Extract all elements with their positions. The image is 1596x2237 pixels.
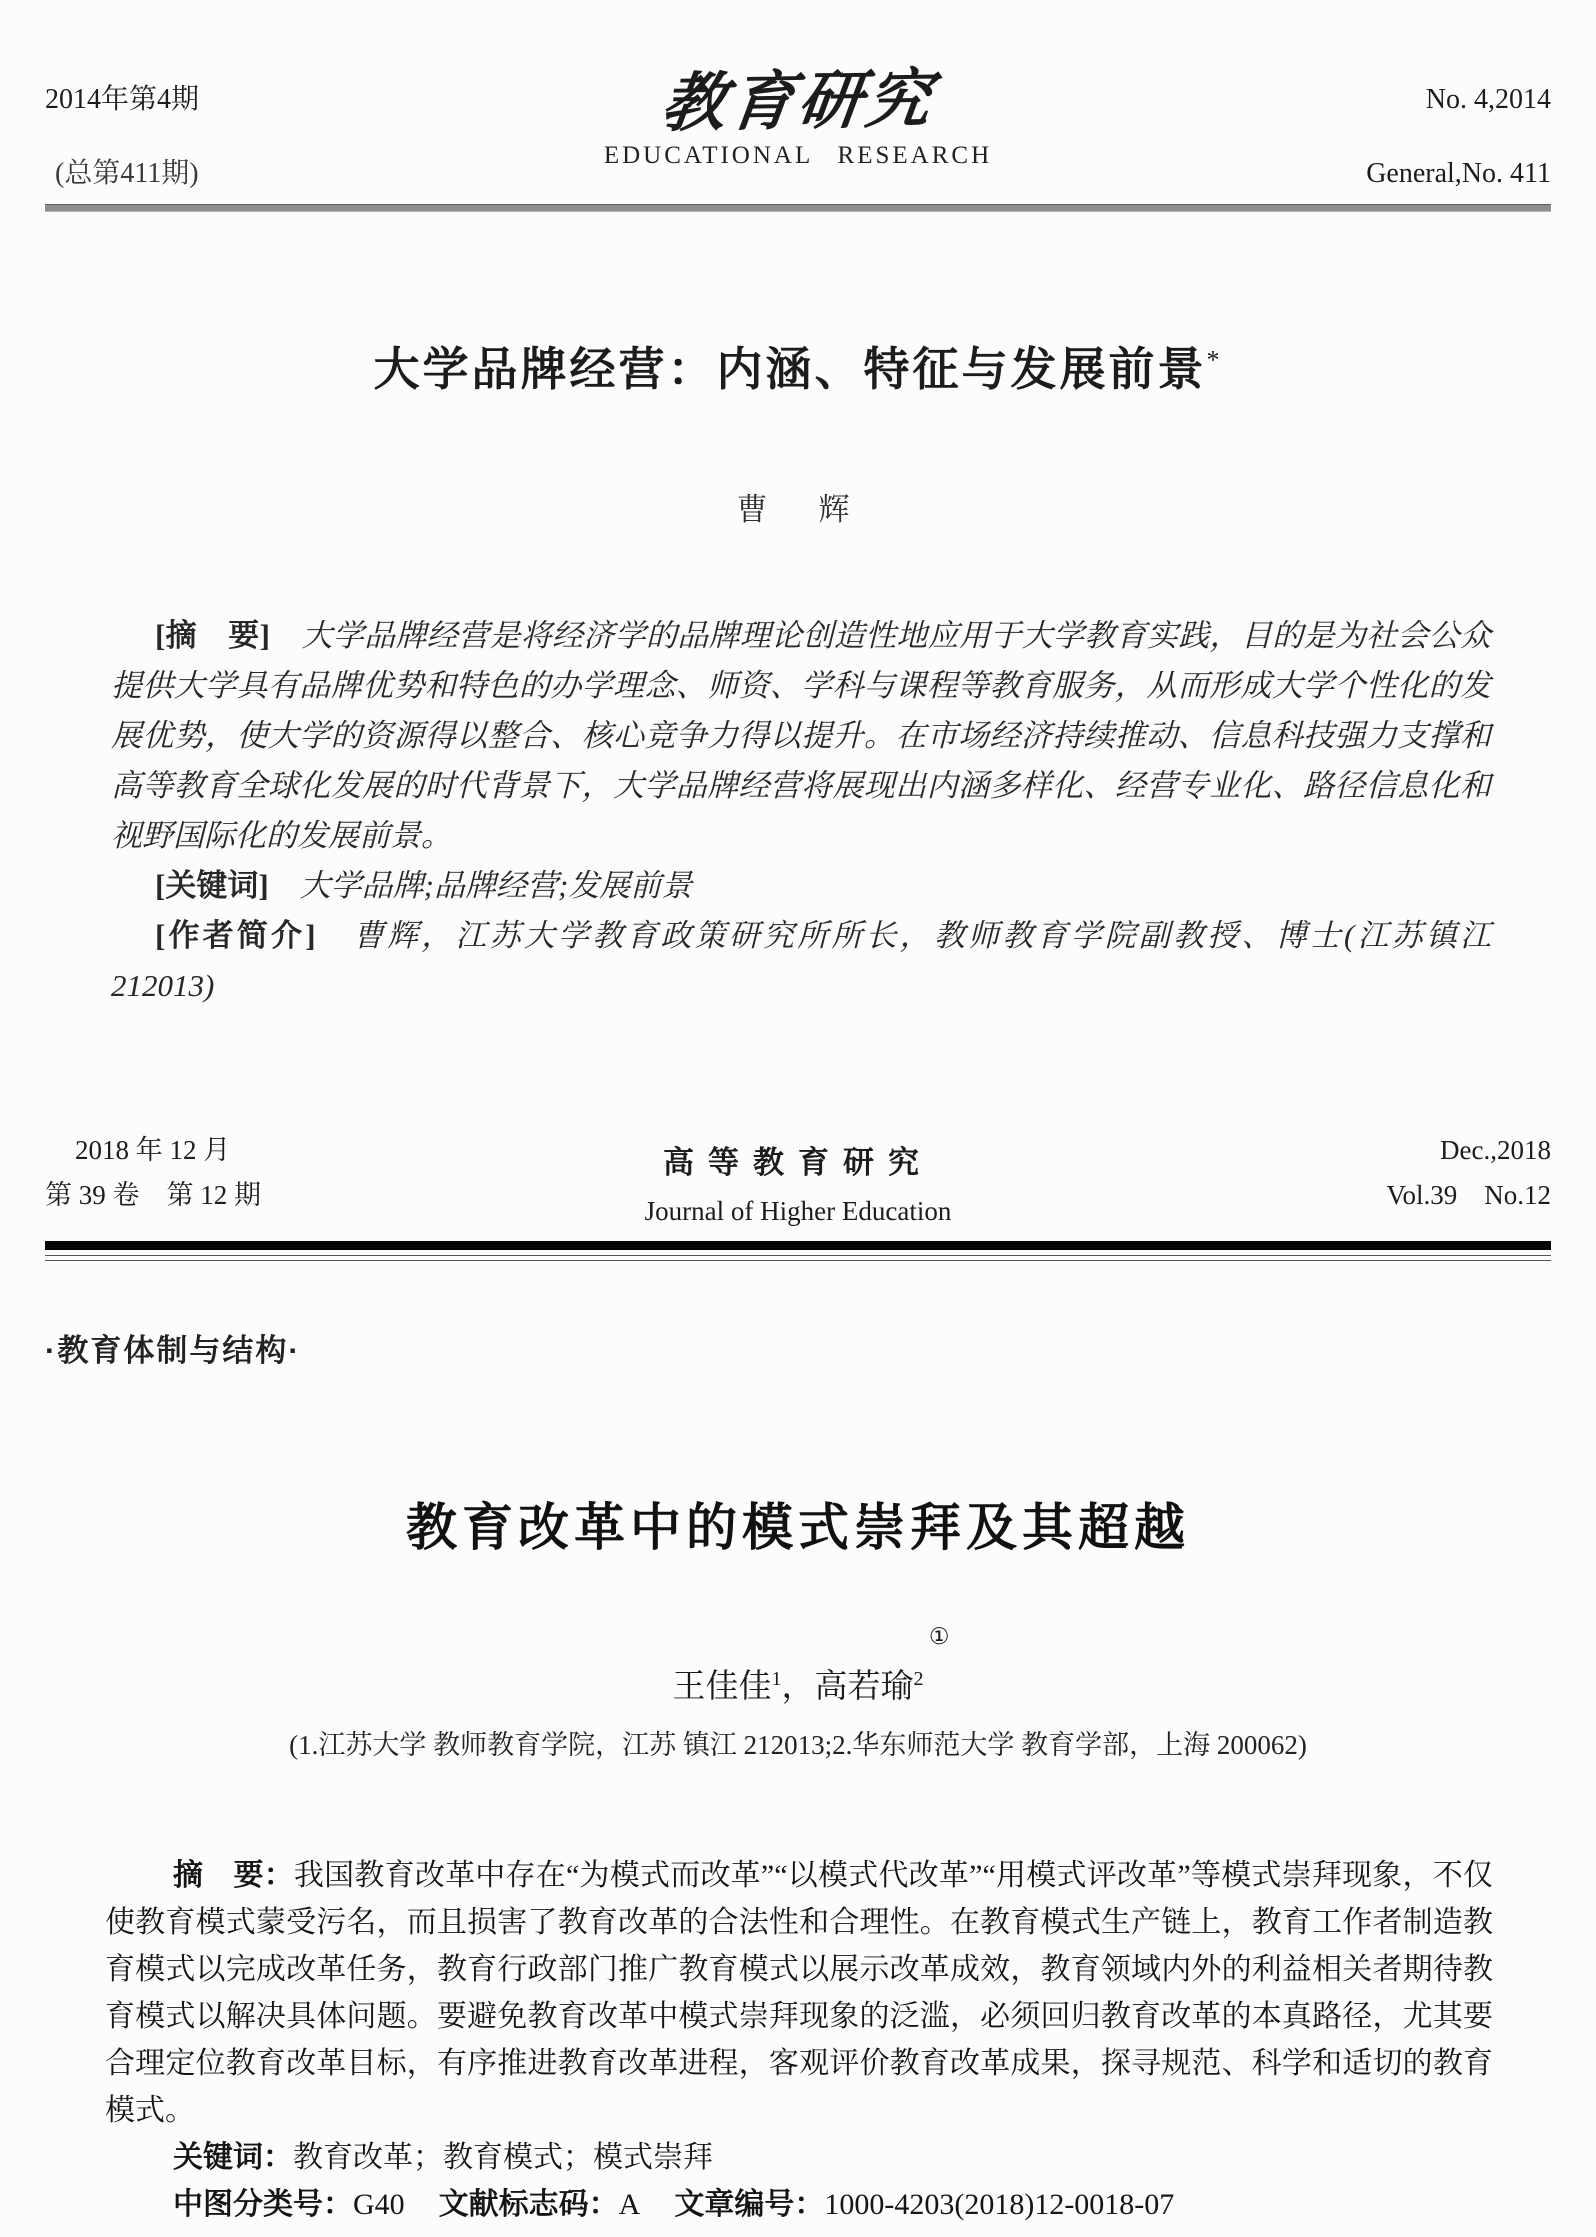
journal2-date-cn: 2018 年 12 月 — [75, 1134, 231, 1165]
article2-article-id-value: 1000-4203(2018)12-0018-07 — [824, 2187, 1175, 2221]
article2-keywords-text: 教育改革；教育模式；模式崇拜 — [293, 2140, 713, 2174]
article1-title-text: 大学品牌经营：内涵、特征与发展前景 — [373, 344, 1207, 395]
article2-keywords — [105, 2134, 1493, 2181]
article2-abstract-label: 摘 要： — [173, 1858, 294, 1892]
article2-authors — [672, 1623, 950, 1707]
article1-bio-text: 曹辉，江苏大学教育政策研究所所长，教师教育学院副教授、博士(江苏镇江 212013) — [111, 917, 1522, 1003]
article1-keywords-text: 大学品牌;品牌经营;发展前景 — [268, 867, 693, 903]
article2-keywords-label: 关键词： — [173, 2140, 293, 2174]
article2-author-separator: ， — [781, 1666, 815, 1704]
article2-abstract-text: 我国教育改革中存在“为模式而改革”“以模式代改革”“用模式评改革”等模式崇拜现象，不仅使教育模式蒙受污名，而且损害了教育改革的合法性和合理性。在教育模式生产链上，教育工作者制造教育模式以完成改革任务，教育行政部门推广教育模式以展示改革成效，教育领域内外的利益相关者期待教育模式以解决具体问题。要避免教育改革中模式崇拜现象的泛滥，必须回归教育改革的本真路径，尤其要合理定位教育改革目标，有序推进教育改革进程，客观评价教育改革成果，探寻规范、科学和适切的教育模式。 — [105, 1858, 1493, 2127]
article1-bio-label: [作者简介] — [155, 917, 316, 953]
journal2-issue-cn: 第 39 卷 第 12 期 — [45, 1179, 261, 1210]
article2-author2-sup: 2 — [913, 1667, 924, 1690]
article2-front-matter — [105, 1852, 1493, 2228]
article2-affiliation: (1.江苏大学 教师教育学院，江苏 镇江 212013;2.华东师范大学 教育学部，上海 200062) — [289, 1729, 1307, 1760]
article2-article-id-label: 文章编号： — [674, 2187, 825, 2221]
article1-footnote-asterisk: * — [1206, 345, 1223, 375]
journal2-logo-block — [375, 1137, 1221, 1227]
journal2-title-en: Journal of Higher Education — [644, 1195, 952, 1226]
journal2-thin-double-rule — [45, 1255, 1551, 1261]
journal1-masthead — [45, 61, 1551, 189]
journal1-issue: 2014年第4期 — [45, 84, 200, 115]
article2-authors-row — [45, 1623, 1551, 1707]
article1-abstract-label: [摘 要] — [155, 617, 270, 653]
journal1-general-no: General,No. 411 — [1366, 158, 1551, 189]
article2-author1-sup: 1 — [771, 1667, 782, 1690]
article1-title — [45, 340, 1551, 400]
article2-clc-label: 中图分类号： — [173, 2187, 353, 2221]
masthead-divider-rule — [45, 204, 1551, 212]
section-marker: ·教育体制与结构· — [45, 1332, 301, 1368]
article2-author2: 高若瑜 — [814, 1666, 914, 1704]
article2-title: 教育改革中的模式崇拜及其超越 — [405, 1498, 1190, 1556]
journal2-number-block — [1221, 1134, 1551, 1210]
journal2-date-block — [45, 1134, 375, 1210]
article1-front-matter — [111, 611, 1522, 1011]
article2-abstract — [105, 1852, 1493, 2134]
journal2-date-en: Dec.,2018 — [1440, 1134, 1551, 1165]
article2-classification-line — [105, 2181, 1493, 2228]
article1-author-bio — [111, 911, 1522, 1011]
article1-author: 曹 辉 — [736, 491, 860, 527]
journal1-number-block — [1241, 70, 1551, 188]
journal1-issue-block — [45, 70, 355, 188]
journal1-logo-english: EDUCATIONAL RESEARCH — [603, 142, 993, 169]
journal1-issue-total: (总第411期) — [55, 158, 199, 189]
article2-clc-value: G40 — [353, 2187, 405, 2221]
article1-keywords-label: [关键词] — [155, 867, 269, 903]
journal2-vol-en: Vol.39 No.12 — [1386, 1179, 1551, 1210]
article2-doc-code-value: A — [618, 2187, 641, 2221]
article2-author1: 王佳佳 — [672, 1666, 772, 1704]
article2-doc-code-label: 文献标志码： — [438, 2187, 619, 2221]
journal1-logo-calligraphy: 教育研究 — [657, 61, 939, 142]
journal2-thick-rule — [45, 1241, 1551, 1250]
journal1-no-en: No. 4,2014 — [1425, 84, 1551, 115]
article1-abstract — [111, 611, 1491, 861]
journal2-title-cn: 高等教育研究 — [663, 1144, 933, 1180]
article2-note-mark: ① — [928, 1623, 950, 1649]
article1-abstract-text: 大学品牌经营是将经济学的品牌理论创造性地应用于大学教育实践，目的是为社会公众提供大学具有品牌优势和特色的办学理念、师资、学科与课程等教育服务，从而形成大学个性化的发展优势，使大学的资源得以整合、核心竞争力得以提升。在市场经济持续推动、信息科技强力支撑和高等教育全球化发展的时代背景下，大学品牌经营将展现出内涵多样化、经营专业化、路径信息化和视野国际化的发展前景。 — [111, 617, 1491, 853]
journal1-logo-block — [355, 61, 1241, 170]
journal2-masthead — [45, 1134, 1551, 1227]
article1-keywords — [111, 861, 1491, 911]
